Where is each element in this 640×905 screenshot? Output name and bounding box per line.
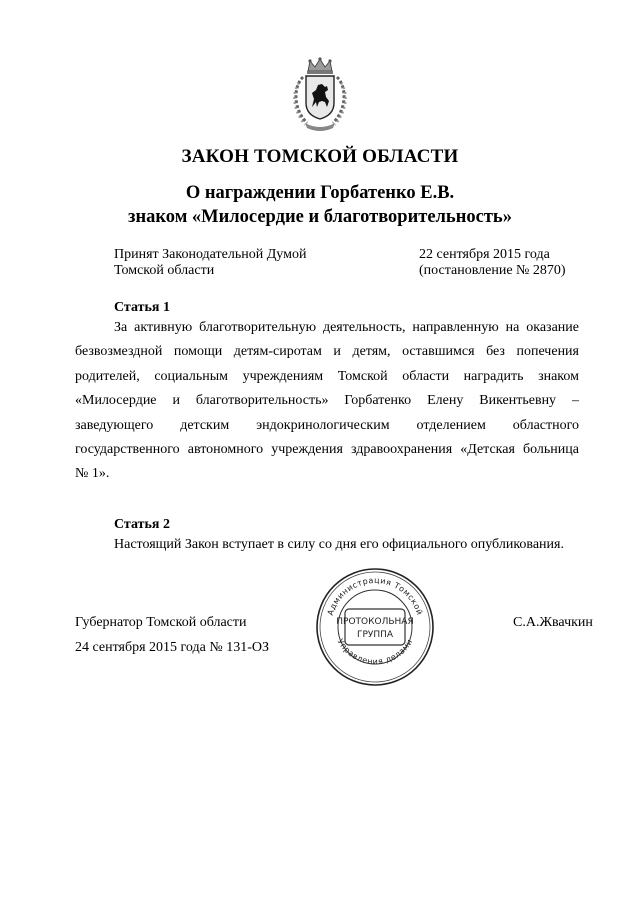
official-stamp-icon <box>313 565 437 689</box>
coat-of-arms-icon <box>289 57 351 133</box>
svg-text:Управления делами <box>336 637 415 666</box>
article-1-body <box>75 316 579 487</box>
article-1-line: За активную благотворительную деятельность, направленную на оказание <box>114 320 579 335</box>
stamp-outer-bottom-text: Управления делами <box>335 637 415 667</box>
stamp-outer-top-text: Администрация Томской <box>325 575 425 617</box>
adopted-by-line-2: Томской области <box>114 263 215 278</box>
article-1-line: государственного автономного учреждения здравоохранения «Детская больница <box>75 441 579 457</box>
law-type-heading: ЗАКОН ТОМСКОЙ ОБЛАСТИ <box>181 146 459 167</box>
svg-text:Администрация Томской <box>326 576 425 617</box>
article-1-line: родителей, социальным учреждениям Томской области наградить знаком <box>75 368 579 384</box>
article-1-line: заведующего детским эндокринологическим отделением областного <box>75 417 579 433</box>
governor-name: С.А.Жвачкин <box>513 615 593 630</box>
article-1-heading: Статья 1 <box>114 300 170 315</box>
resolution-number: (постановление № 2870) <box>419 263 566 278</box>
law-title-line-2: знаком «Милосердие и благотворительность» <box>128 207 512 227</box>
article-2-body: Настоящий Закон вступает в силу со дня его официального опубликования. <box>114 537 564 552</box>
signing-date: 24 сентября 2015 года № 131-ОЗ <box>75 640 269 655</box>
stamp-inner-line-2: ГРУППА <box>356 630 394 640</box>
article-2-heading: Статья 2 <box>114 517 170 532</box>
article-1-line: «Милосердие и благотворительность» Горбатенко Елену Викентьевну – <box>75 393 579 409</box>
adoption-date: 22 сентября 2015 года <box>419 247 550 262</box>
stamp-inner-line-1: ПРОТОКОЛЬНАЯ <box>336 617 414 627</box>
governor-title: Губернатор Томской области <box>75 615 247 630</box>
law-title-line-1: О награждении Горбатенко Е.В. <box>185 183 455 203</box>
article-1-line: безвозмездной помощи детям-сиротам и детям, оставшимся без попечения <box>75 344 579 360</box>
article-1-line: № 1». <box>75 466 110 482</box>
adopted-by-line-1: Принят Законодательной Думой <box>114 247 307 262</box>
